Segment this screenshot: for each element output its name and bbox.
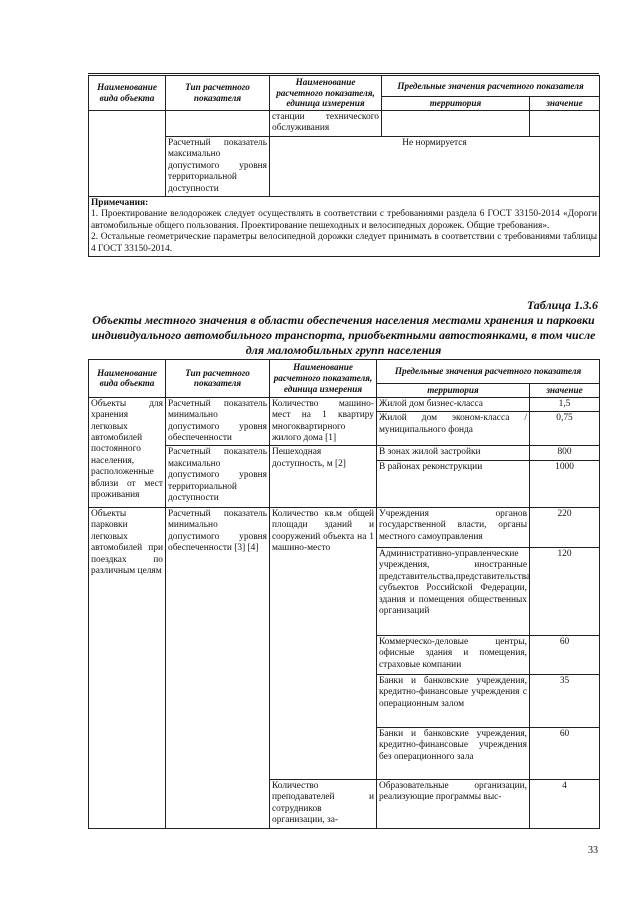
table-cell: Административно-управленческие учреждения, иностранные представительства,представительства субъектов Российской Федерации, здания и помещения общественных организаций	[377, 547, 530, 635]
table-cell	[530, 110, 600, 136]
table-cell: станции технического обслуживания	[270, 110, 382, 136]
table-continuation	[88, 75, 600, 257]
table-cell: Образовательные организации, реализующие программы выс-	[377, 779, 530, 828]
table-cell: Банки и банковские учреждения, кредитно-финансовые учреждения без операционного зала	[377, 727, 530, 779]
table-cell: 1000	[530, 460, 600, 507]
col-header-indicator-type: Тип расчетного показателя	[166, 360, 270, 398]
col-header-object-type: Наименование вида объекта	[89, 76, 166, 111]
table-cell: 4	[530, 779, 600, 828]
notes-cell	[89, 197, 600, 257]
table-cell: В районах реконструкции	[377, 460, 530, 507]
col-header-territory: территория	[377, 384, 530, 398]
table-number: Таблица 1.3.6	[526, 298, 598, 312]
note-text: 1. Проектирование велодорожек следует осуществлять в соответствии с требованиями раздела 6 ГОСТ 33150-2014 «Дороги автомобильные общего пользования. Проектирование пешеходных и велосипедных дорожек. Общие требования».	[91, 209, 598, 231]
table-cell: Объекты парковки легковых автомобилей при поездках по различным целям	[89, 507, 166, 828]
col-header-territory: территория	[382, 97, 530, 111]
table-cell: Расчетный показатель максимально допустимого уровня территориальной доступности	[166, 136, 270, 196]
table-cell: Количество машино-мест на 1 квартиру многоквартирного жилого дома [1]	[270, 397, 377, 446]
table-cell: Количество кв.м общей площади зданий и сооружений объекта на 1 машино-место	[270, 507, 377, 779]
table-cell	[89, 110, 166, 196]
notes-title: Примечания:	[91, 198, 149, 209]
col-header-limit-values: Предельные значения расчетного показателя	[377, 360, 600, 384]
table-cell: 800	[530, 446, 600, 460]
table-cell: Расчетный показатель минимально допустимого уровня обеспеченности	[166, 397, 270, 446]
table-cell: В зонах жилой застройки	[377, 446, 530, 460]
table-cell: 60	[530, 635, 600, 674]
table-cell: 120	[530, 547, 600, 635]
table-1-3-6	[88, 359, 600, 829]
col-header-limit-values: Предельные значения расчетного показателя	[382, 76, 600, 97]
table-cell: Жилой дом эконом-класса / муниципального фонда	[377, 412, 530, 446]
page-number: 33	[588, 845, 598, 856]
table-cell	[382, 110, 530, 136]
table-title: Объекты местного значения в области обеспечения населения местами хранения и парковки индивидуального автомобильного транспорта, приобъектными автостоянками, в том числе для маломобильных групп населения	[91, 313, 596, 358]
table-cell: 220	[530, 507, 600, 547]
table-cell: Количество преподавателей и сотрудников организации, за-	[270, 779, 377, 828]
note-text: 2. Остальные геометрические параметры велосипедной дорожки следует принимать в соответствии с требованиями таблицы 4 ГОСТ 33150-2014.	[91, 232, 598, 254]
table-cell: 1,5	[530, 397, 600, 412]
table-cell: Учреждения органов государственной власти, органы местного самоуправления	[377, 507, 530, 547]
col-header-value: значение	[530, 97, 600, 111]
table-cell: Коммерческо-деловые центры, офисные здания и помещения, страховые компании	[377, 635, 530, 674]
col-header-indicator-name: Наименование расчетного показателя, единица измерения	[270, 360, 377, 398]
table-cell: Жилой дом бизнес-класса	[377, 397, 530, 412]
col-header-indicator-name: Наименование расчетного показателя, единица измерения	[270, 76, 382, 111]
table-cell: 35	[530, 674, 600, 727]
table-cell: Расчетный показатель минимально допустимого уровня обеспеченности [3] [4]	[166, 507, 270, 828]
table-cell	[166, 110, 270, 136]
table-cell: Банки и банковские учреждения, кредитно-финансовые учреждения с операционным залом	[377, 674, 530, 727]
header-rule	[88, 73, 599, 74]
col-header-value: значение	[530, 384, 600, 398]
table-cell: 0,75	[530, 412, 600, 446]
table-cell: Объекты для хранения легковых автомобилей постоянного населения, расположенные вблизи от мест проживания	[89, 397, 166, 507]
col-header-indicator-type: Тип расчетного показателя	[166, 76, 270, 111]
table-cell: 60	[530, 727, 600, 779]
table-cell: Расчетный показатель максимально допустимого уровня территориальной доступности	[166, 446, 270, 507]
table-cell: Не нормируется	[270, 136, 600, 196]
col-header-object-type: Наименование вида объекта	[89, 360, 166, 398]
table-cell: Пешеходная доступность, м [2]	[270, 446, 377, 507]
